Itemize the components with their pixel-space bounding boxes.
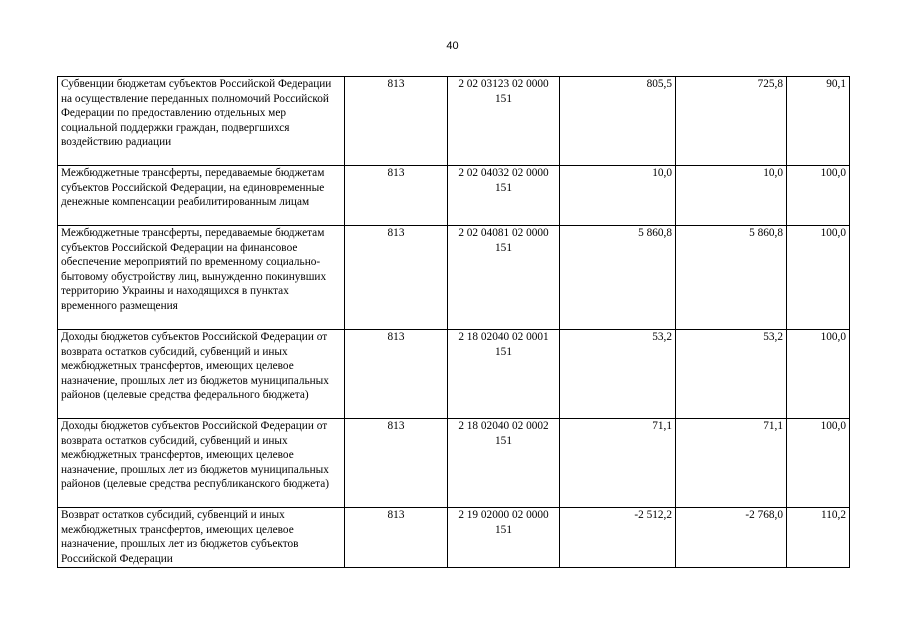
budget-code-cell: 2 02 04081 02 0000 151	[448, 226, 560, 330]
revenue-name-cell: Субвенции бюджетам субъектов Российской Федерации на осуществление переданных полномочий Российской Федерации по предоставлению отдельных мер социальной поддержки граждан, подвергшихся воздействию радиации	[58, 77, 345, 166]
revenue-name-cell: Доходы бюджетов субъектов Российской Федерации от возврата остатков субсидий, субвенций и иных межбюджетных трансфертов, имеющих целевое назначение, прошлых лет из бюджетов муниципальных районов (целевые средства республиканского бюджета)	[58, 419, 345, 508]
revenue-name-cell: Межбюджетные трансферты, передаваемые бюджетам субъектов Российской Федерации, на единовременные денежные компенсации реабилитированным лицам	[58, 166, 345, 226]
admin-code-cell: 813	[345, 77, 448, 166]
table-row	[58, 166, 850, 226]
revenue-name-cell: Межбюджетные трансферты, передаваемые бюджетам субъектов Российской Федерации на финансовое обеспечение мероприятий по временному социально-бытовому обустройству лиц, вынужденно покинувших территорию Украины и находящихся в пунктах временного размещения	[58, 226, 345, 330]
table-row	[58, 419, 850, 508]
fact-amount-cell: 10,0	[676, 166, 787, 226]
fact-amount-cell: 725,8	[676, 77, 787, 166]
percent-cell: 100,0	[787, 166, 850, 226]
table-row	[58, 226, 850, 330]
budget-code-cell: 2 18 02040 02 0001 151	[448, 330, 560, 419]
revenue-table-body	[58, 77, 850, 568]
percent-cell: 100,0	[787, 226, 850, 330]
percent-cell: 90,1	[787, 77, 850, 166]
percent-cell: 100,0	[787, 330, 850, 419]
plan-amount-cell: 805,5	[560, 77, 676, 166]
admin-code-cell: 813	[345, 419, 448, 508]
fact-amount-cell: 5 860,8	[676, 226, 787, 330]
plan-amount-cell: 53,2	[560, 330, 676, 419]
percent-cell: 110,2	[787, 508, 850, 568]
budget-code-cell: 2 02 04032 02 0000 151	[448, 166, 560, 226]
budget-code-cell: 2 18 02040 02 0002 151	[448, 419, 560, 508]
budget-code-cell: 2 19 02000 02 0000 151	[448, 508, 560, 568]
admin-code-cell: 813	[345, 226, 448, 330]
admin-code-cell: 813	[345, 330, 448, 419]
revenue-name-cell: Доходы бюджетов субъектов Российской Федерации от возврата остатков субсидий, субвенций и иных межбюджетных трансфертов, имеющих целевое назначение, прошлых лет из бюджетов муниципальных районов (целевые средства федерального бюджета)	[58, 330, 345, 419]
revenue-name-cell: Возврат остатков субсидий, субвенций и иных межбюджетных трансфертов, имеющих целевое назначение, прошлых лет из бюджетов субъектов Российской Федерации	[58, 508, 345, 568]
fact-amount-cell: -2 768,0	[676, 508, 787, 568]
table-row	[58, 330, 850, 419]
admin-code-cell: 813	[345, 508, 448, 568]
plan-amount-cell: 10,0	[560, 166, 676, 226]
percent-cell: 100,0	[787, 419, 850, 508]
fact-amount-cell: 71,1	[676, 419, 787, 508]
admin-code-cell: 813	[345, 166, 448, 226]
table-row	[58, 77, 850, 166]
plan-amount-cell: 71,1	[560, 419, 676, 508]
plan-amount-cell: -2 512,2	[560, 508, 676, 568]
plan-amount-cell: 5 860,8	[560, 226, 676, 330]
table-row	[58, 508, 850, 568]
budget-code-cell: 2 02 03123 02 0000 151	[448, 77, 560, 166]
fact-amount-cell: 53,2	[676, 330, 787, 419]
revenue-table	[57, 76, 850, 568]
page-number: 40	[446, 40, 459, 52]
